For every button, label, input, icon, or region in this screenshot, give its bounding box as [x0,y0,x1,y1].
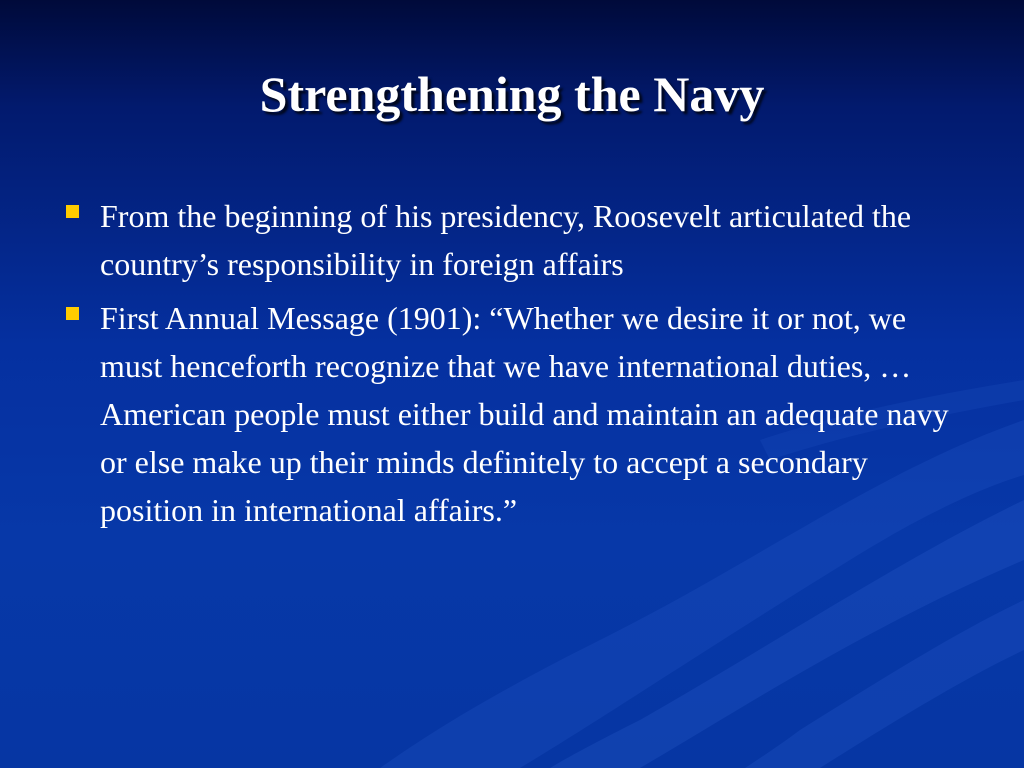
bullet-item [62,294,962,534]
slide-title: Strengthening the Navy [259,66,765,122]
bullet-text: From the beginning of his presidency, Roosevelt articulated the country’s responsibility in foreign affairs [100,198,912,282]
bullet-item [62,192,962,288]
bullet-text: First Annual Message (1901): “Whether we desire it or not, we must henceforth recognize that we have international duties, … American people must either build and maintain an adequate navy or else make up their minds definitely to accept a secondary position in international affairs.” [100,300,949,528]
square-bullet-icon [66,205,79,218]
bullet-list [62,192,962,540]
square-bullet-icon [66,307,79,320]
